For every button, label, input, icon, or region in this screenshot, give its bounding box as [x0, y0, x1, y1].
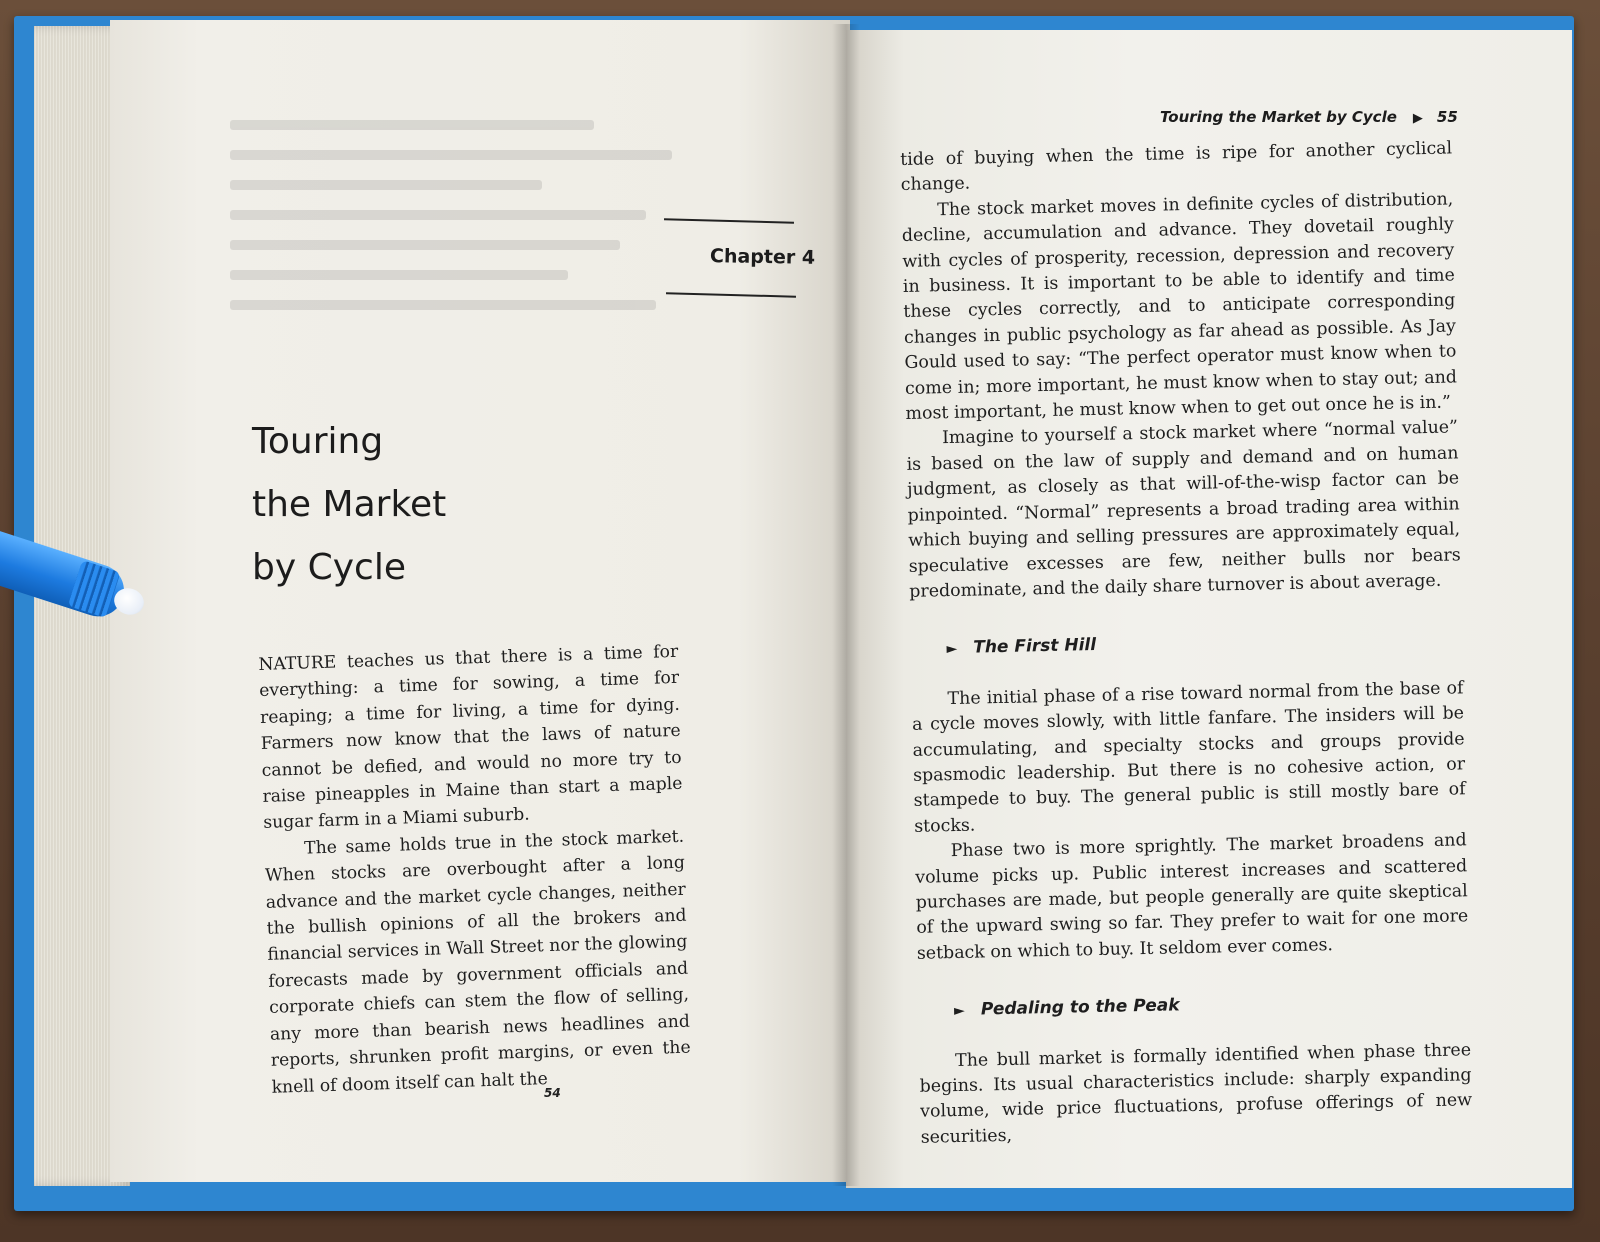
section-arrow-icon: ► — [953, 1003, 966, 1020]
right-page-number: 55 — [1436, 108, 1458, 126]
chapter-title — [252, 410, 446, 599]
right-paragraph-2: The stock market moves in definite cycles of distribution, decline, accumulation and advance. They dovetail roughly with cycles of prosperity, recession, depression and recovery in business. It is important to be able to identify and time these cycles correctly, and to anticipate corresponding changes in public psychology as far ahead as possible. As Jay Gould used to say: “The perfect operator must know when to come in; more important, he must know when to stay out; and most important, he must know when to get out once he is in.” — [901, 189, 1458, 425]
section-heading-text: The First Hill — [973, 635, 1097, 658]
chapter-title-line-2: the Market — [252, 484, 447, 525]
first-hill-paragraph-1: The initial phase of a rise toward normal from the base of a cycle moves slowly, with little fanfare. The insiders will be accumulating, and specialty stocks and groups provide spasmodic leadership. But there is no cohesive action, or stampede to buy. The general public is still mostly bare of stocks. — [911, 678, 1466, 837]
running-head-arrow-icon: ▶ — [1412, 111, 1423, 126]
chapter-title-line-3: by Cycle — [252, 547, 406, 588]
first-hill-paragraph-2: Phase two is more sprightly. The market broadens and volume picks up. Public interest increases and scattered purchases are made, but people generally are quite skeptical of the upward swing so far. They prefer to wait for one more setback on which to buy. It seldom ever comes. — [915, 830, 1469, 964]
right-paragraph-3: Imagine to yourself a stock market where “normal value” is based on the law of supply and demand and on human judgment, as closely as that will-of-the-wisp factor can be pinpointed. “Normal” represents a broad trading area within which buying and selling pressures are approximately equal, speculative excesses are few, neither bulls nor bears predominate, and the daily share turnover is about average. — [906, 417, 1461, 602]
left-body-text — [258, 639, 692, 1101]
chapter-title-line-1: Touring — [252, 421, 384, 462]
section-heading-pedaling — [954, 987, 1470, 1024]
running-head-title: Touring the Market by Cycle — [1160, 108, 1397, 126]
pedaling-paragraph-1: The bull market is formally identified when phase three begins. Its usual characteristics include: sharply expanding volume, wide price fluctuations, profuse offerings of new securities, — [919, 1039, 1473, 1148]
left-paragraph-1: NATURE teaches us that there is a time for everything: a time for sowing, a time for reaping; a time for living, a time for dying. Farmers now know that the laws of nature cannot be defied, and would no more try to raise pineapples in Maine than start a maple sugar farm in a Miami suburb. — [258, 641, 683, 834]
right-body-text — [900, 136, 1473, 1151]
running-head — [1160, 108, 1458, 126]
section-heading-first-hill — [946, 626, 1462, 663]
chapter-label: Chapter 4 — [709, 245, 816, 269]
book-gutter — [832, 24, 860, 1186]
left-paragraph-2: The same holds true in the stock market. When stocks are overbought after a long advance and the market cycle changes, neither the bullish opinions of all the brokers and financial services in Wall Street nor the glowing forecasts made by government officials and corporate chiefs can stem the flow of selling, any more than bearish news headlines and reports, shrunken profit margins, or even the knell of doom itself can halt the — [264, 826, 691, 1098]
left-page-number: 54 — [544, 1086, 561, 1100]
section-arrow-icon: ► — [946, 641, 958, 658]
right-paragraph-1: tide of buying when the time is ripe for another cyclical change. — [900, 138, 1453, 196]
section-heading-text: Pedaling to the Peak — [980, 995, 1180, 1020]
